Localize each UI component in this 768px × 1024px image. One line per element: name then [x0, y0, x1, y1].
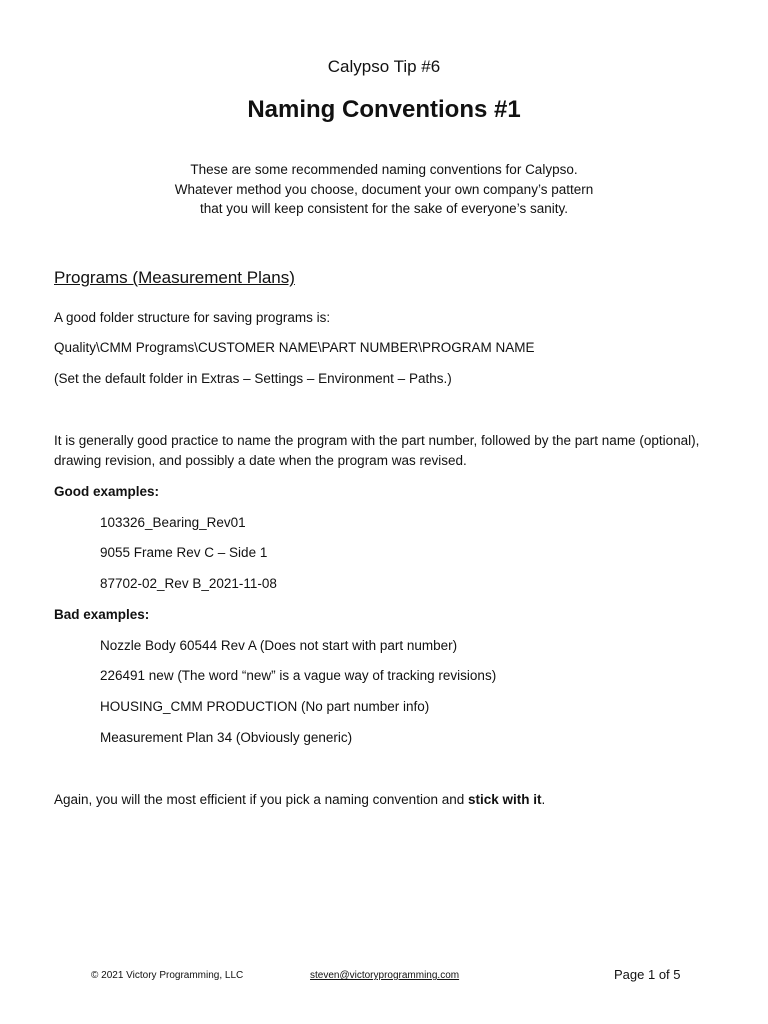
tip-number: Calypso Tip #6	[327, 57, 441, 76]
folder-intro-text: A good folder structure for saving programs is:	[54, 310, 331, 325]
good-example-item: 9055 Frame Rev C – Side 1	[100, 545, 268, 560]
practice-paragraph: It is generally good practice to name the program with the part number, followed by the part name (optional), drawing revision, and possibly a date when the program was revised.	[54, 433, 700, 468]
default-folder-note: (Set the default folder in Extras – Settings – Environment – Paths.)	[54, 371, 452, 386]
footer-email-link[interactable]: steven@victoryprogramming.com	[310, 970, 460, 981]
closing-emphasis: stick with it	[468, 792, 542, 807]
section-heading: Programs (Measurement Plans)	[54, 268, 295, 287]
intro-line: Whatever method you choose, document your own company’s pattern	[174, 181, 594, 197]
closing-paragraph	[54, 790, 545, 810]
bad-example-item: Nozzle Body 60544 Rev A (Does not start with part number)	[100, 638, 458, 653]
bad-example-item: HOUSING_CMM PRODUCTION (No part number info)	[100, 699, 430, 714]
intro-line: that you will keep consistent for the sake of everyone’s sanity.	[200, 201, 568, 216]
bad-example-item: 226491 new (The word “new” is a vague way of tracking revisions)	[100, 668, 497, 683]
page-title: Naming Conventions #1	[247, 96, 521, 123]
bad-examples-label: Bad examples:	[54, 607, 150, 622]
intro-line: These are some recommended naming conventions for Calypso.	[190, 162, 578, 177]
folder-path-text: Quality\CMM Programs\CUSTOMER NAME\PART NUMBER\PROGRAM NAME	[54, 340, 535, 355]
intro-paragraph	[0, 160, 768, 219]
closing-period: .	[541, 792, 546, 807]
footer-copyright: © 2021 Victory Programming, LLC	[91, 970, 244, 981]
good-example-item: 103326_Bearing_Rev01	[100, 515, 246, 530]
page-number: Page 1 of 5	[614, 967, 681, 982]
good-examples-label: Good examples:	[54, 484, 160, 499]
good-example-item: 87702-02_Rev B_2021-11-08	[100, 576, 277, 591]
bad-example-item: Measurement Plan 34 (Obviously generic)	[100, 730, 353, 745]
closing-text: Again, you will the most efficient if you pick a naming convention and	[54, 792, 468, 807]
